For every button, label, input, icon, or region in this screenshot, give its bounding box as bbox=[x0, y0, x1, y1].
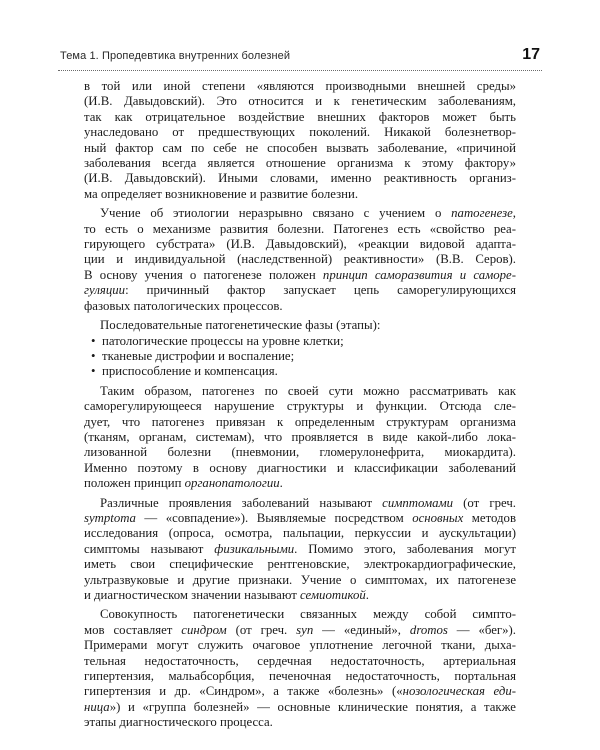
text-run: (тканям, органам, системам), что проявляется в виде какой-либо лока- bbox=[84, 429, 516, 444]
text-run: — «совпадение»). Выявляемые посредством bbox=[135, 510, 413, 525]
text-line bbox=[84, 222, 516, 237]
text-run: заболевания всегда является отношение организма к этому фактору» bbox=[84, 156, 516, 171]
text-run: так как отрицательное воздействие внешних факторов может быть bbox=[84, 109, 516, 124]
text-line bbox=[84, 318, 516, 333]
text-line bbox=[84, 476, 516, 491]
italic-term: основных bbox=[412, 510, 464, 525]
text-line bbox=[84, 700, 516, 715]
running-header bbox=[58, 46, 542, 68]
text-run: ма определяет возникновение и развитие болезни. bbox=[84, 186, 359, 201]
bullet-item bbox=[84, 349, 516, 364]
text-line bbox=[84, 511, 516, 526]
text-run: ный фактор сам по себе не способен вызвать заболевание, «причиной bbox=[84, 140, 516, 155]
text-line bbox=[84, 415, 516, 430]
text-line bbox=[84, 669, 516, 684]
text-run: В основу учения о патогенезе положен bbox=[84, 267, 323, 282]
text-line bbox=[84, 94, 516, 109]
text-line bbox=[84, 283, 516, 298]
text-run: (И.В. Давыдовский). Это относится и к генетическим заболеваниям, bbox=[84, 94, 516, 109]
bullet-text: приспособление и компенсация. bbox=[102, 364, 278, 379]
italic-term: symptoma bbox=[84, 510, 136, 525]
text-run: — «бег»). bbox=[447, 622, 517, 637]
text-run: саморегулирующееся нарушение структуры и функции. Отсюда сле- bbox=[84, 399, 516, 414]
text-run: гипертензия, мальабсорбция, печеночная недостаточность, портальная bbox=[84, 669, 516, 684]
text-line bbox=[84, 187, 516, 202]
italic-term: органопатологии bbox=[184, 476, 280, 491]
text-line bbox=[84, 573, 516, 588]
text-line bbox=[84, 206, 516, 221]
italic-term: семиотикой bbox=[300, 588, 366, 602]
text-run: (И.В. Давыдовский). Иными словами, именно реактивность организ- bbox=[84, 171, 516, 186]
text-line bbox=[84, 110, 516, 125]
text-line bbox=[84, 638, 516, 653]
italic-term: нозологическая еди- bbox=[402, 684, 516, 699]
text-run: Учение об этиологии неразрывно связано с учением о bbox=[100, 206, 452, 221]
text-line bbox=[84, 171, 516, 186]
text-run: лизованной болезни (пневмонии, гломерулонефрита, миокардита). bbox=[84, 445, 516, 460]
bullet-dot-icon: • bbox=[91, 364, 96, 379]
text-run: Последовательные патогенетические фазы (этапы): bbox=[100, 318, 381, 333]
text-run: Примерами могут служить очаговое уплотнение легочной ткани, дыха- bbox=[84, 638, 516, 653]
text-line bbox=[84, 607, 516, 622]
text-run: в той или иной степени «являются производными внешней среды» bbox=[84, 79, 516, 93]
text-line bbox=[84, 654, 516, 669]
text-run: ») и «группа болезней» — основные клинические понятия, а также bbox=[109, 699, 516, 714]
page-number: 17 bbox=[522, 46, 540, 63]
text-line bbox=[84, 384, 516, 399]
text-run: Различные проявления заболеваний называют bbox=[100, 495, 383, 510]
italic-term: syn bbox=[296, 622, 314, 637]
text-run: гирующего субстрата» (И.В. Давыдовский), «реакции видовой адапта- bbox=[84, 237, 516, 252]
text-line bbox=[84, 125, 516, 140]
text-run: иметь свои специфические рентгеновские, электрокардиографические, bbox=[84, 557, 516, 572]
italic-term: гуляции bbox=[84, 283, 126, 298]
text-line bbox=[84, 252, 516, 267]
text-run: гипертензия и др. «Синдром», а также «болезнь» (« bbox=[84, 684, 403, 699]
header-rule bbox=[58, 70, 542, 71]
text-line bbox=[84, 141, 516, 156]
text-run: Таким образом, патогенез по своей сути можно рассматривать как bbox=[100, 383, 516, 398]
main-text bbox=[84, 79, 516, 731]
text-run: методов bbox=[463, 510, 516, 525]
text-run: то есть о механизме развития болезни. Патогенез есть «свойство реа- bbox=[84, 221, 516, 236]
text-line bbox=[84, 684, 516, 699]
text-line bbox=[84, 557, 516, 572]
text-line bbox=[84, 399, 516, 414]
text-line bbox=[84, 237, 516, 252]
text-line bbox=[84, 496, 516, 511]
text-run: фазовых патологических процессов. bbox=[84, 298, 283, 313]
bullet-dot-icon: • bbox=[91, 348, 96, 363]
text-run: симптомы называют bbox=[84, 541, 215, 556]
italic-term: dromos bbox=[409, 622, 448, 637]
text-line bbox=[84, 79, 516, 94]
text-run: , bbox=[512, 206, 516, 221]
text-run: мов составляет bbox=[84, 622, 182, 637]
italic-term: синдром bbox=[181, 622, 227, 637]
bullet-item bbox=[84, 334, 516, 349]
text-line bbox=[84, 461, 516, 476]
text-line bbox=[84, 623, 516, 638]
text-run: (от греч. bbox=[453, 495, 516, 510]
italic-term: физикальными bbox=[214, 541, 295, 556]
bullet-text: тканевые дистрофии и воспаление; bbox=[102, 348, 295, 363]
text-run: унаследовано от предшествующих поколений. Никакой болезнетвор- bbox=[84, 125, 516, 140]
italic-term: ница bbox=[84, 699, 110, 714]
text-run: ции и индивидуальной (наследственной) реактивности» (В.В. Серов). bbox=[84, 252, 516, 267]
text-run: тельная недостаточность, сердечная недостаточность, артериальная bbox=[84, 653, 516, 668]
text-run: . bbox=[365, 588, 369, 602]
text-run: и диагностическом значении называют bbox=[84, 588, 301, 602]
italic-term: симптомами bbox=[382, 495, 454, 510]
italic-term: принцип саморазвития и саморе- bbox=[322, 267, 516, 282]
text-line bbox=[84, 588, 516, 603]
text-line bbox=[84, 156, 516, 171]
text-line bbox=[84, 715, 516, 730]
bullet-item bbox=[84, 364, 516, 379]
header-title: Тема 1. Пропедевтика внутренних болезней bbox=[60, 50, 291, 62]
text-run: ультразвуковые и другие признаки. Учение о симптомах, их патогенезе bbox=[84, 572, 516, 587]
bullet-text: патологические процессы на уровне клетки; bbox=[102, 333, 344, 348]
text-run: Совокупность патогенетически связанных между собой симпто- bbox=[100, 607, 516, 622]
text-line bbox=[84, 430, 516, 445]
text-line bbox=[84, 542, 516, 557]
text-run: положен принцип bbox=[84, 476, 185, 491]
text-line bbox=[84, 526, 516, 541]
text-line bbox=[84, 268, 516, 283]
text-run: этапы диагностического процесса. bbox=[84, 715, 273, 730]
text-run: . bbox=[279, 476, 283, 491]
text-run: Именно поэтому в основу диагностики и классификации заболеваний bbox=[84, 460, 516, 475]
bullet-dot-icon: • bbox=[91, 333, 96, 348]
text-run: дует, что патогенез привязан к определенным структурам организма bbox=[84, 414, 516, 429]
text-line bbox=[84, 445, 516, 460]
text-run: . Помимо этого, заболевания могут bbox=[294, 541, 516, 556]
text-run: : причинный фактор запускает цепь саморегулирующихся bbox=[125, 283, 516, 298]
text-run: (от греч. bbox=[226, 622, 297, 637]
text-run: — «единый», bbox=[313, 622, 410, 637]
italic-term: патогенезе bbox=[451, 206, 513, 221]
text-line bbox=[84, 299, 516, 314]
text-run: исследования (опроса, осмотра, пальпации, перкуссии и аускультации) bbox=[84, 526, 516, 541]
